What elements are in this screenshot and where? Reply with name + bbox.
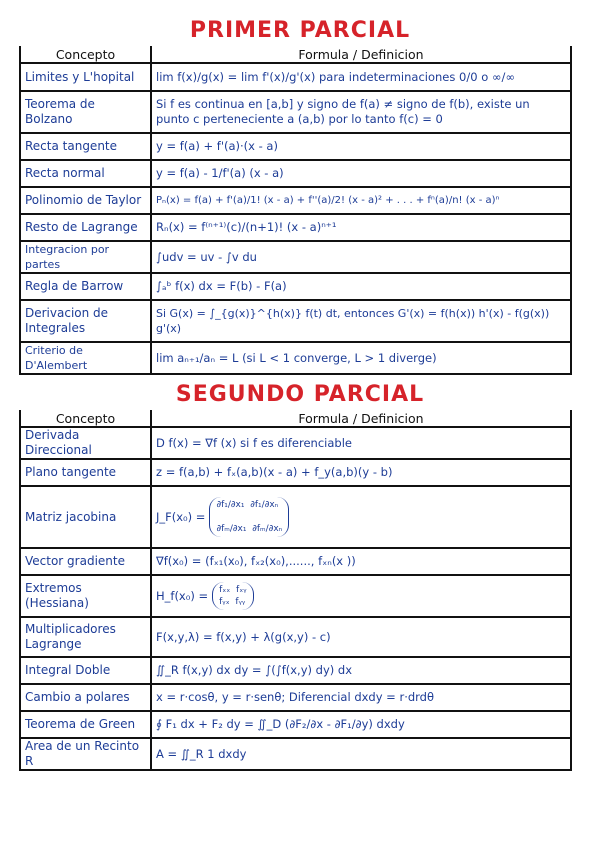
formula-cell: D f(x) = ∇f (x) si f es diferenciable (151, 427, 571, 459)
concept-cell: Vector gradiente (20, 548, 151, 575)
concept-cell: Derivada Direccional (20, 427, 151, 459)
concept-cell: Resto de Lagrange (20, 214, 151, 241)
formula-cell: A = ∬_R 1 dxdy (151, 738, 571, 770)
table-row (20, 187, 571, 214)
table-row (20, 548, 571, 575)
table-row (20, 486, 571, 548)
concept-cell: Multiplicadores Lagrange (20, 617, 151, 657)
matrix-entry: ∂f₁/∂x₁ (216, 500, 245, 510)
formula-cell: Si G(x) = ∫_{g(x)}^{h(x)} f(t) dt, entonces G'(x) = f(h(x)) h'(x) - f(g(x)) g'(x) (151, 300, 571, 342)
formula-table-segundo-parcial (19, 410, 572, 771)
section-title-primer-parcial: PRIMER PARCIAL (189, 18, 411, 43)
matrix-entry: fₓₓ (219, 585, 231, 595)
header-formula: Formula / Definicion (151, 410, 571, 427)
header-formula: Formula / Definicion (151, 46, 571, 63)
concept-cell: Teorema de Green (20, 711, 151, 738)
matrix-brackets (212, 582, 253, 610)
matrix-entry: ∂f₁/∂xₙ (250, 500, 279, 510)
table-row (20, 342, 571, 374)
section-title-segundo-parcial: SEGUNDO PARCIAL (175, 382, 425, 407)
concept-cell: Area de un Recinto R (20, 738, 151, 770)
table-row (20, 273, 571, 300)
concept-cell: Derivacion de Integrales (20, 300, 151, 342)
concept-cell: Regla de Barrow (20, 273, 151, 300)
matrix-brackets (209, 497, 289, 537)
jacobian-matrix (156, 497, 289, 537)
formula-cell: F(x,y,λ) = f(x,y) + λ(g(x,y) - c) (151, 617, 571, 657)
matrix-entry: fₓᵧ (236, 585, 247, 595)
hessian-label: H_f(x₀) = (156, 588, 209, 603)
concept-cell: Integracion por partes (20, 241, 151, 273)
concept-cell: Recta normal (20, 160, 151, 187)
concept-cell: Plano tangente (20, 459, 151, 486)
matrix-entry: fᵧₓ (219, 597, 230, 607)
formula-cell: Si f es continua en [a,b] y signo de f(a) ≠ signo de f(b), existe un punto c perteneciente a (a,b) por lo tanto f(c) = 0 (151, 91, 571, 133)
concept-cell: Cambio a polares (20, 684, 151, 711)
formula-cell: lim aₙ₊₁/aₙ = L (si L < 1 converge, L > 1 diverge) (151, 342, 571, 374)
concept-cell: Limites y L'hopital (20, 63, 151, 91)
concept-cell: Teorema de Bolzano (20, 91, 151, 133)
matrix-entry: fᵧᵧ (235, 597, 246, 607)
formula-cell: Rₙ(x) = f⁽ⁿ⁺¹⁾(c)/(n+1)! (x - a)ⁿ⁺¹ (151, 214, 571, 241)
table-row (20, 63, 571, 91)
matrix-entry: ∂fₘ/∂x₁ (216, 524, 247, 534)
table-row (20, 684, 571, 711)
table-row (20, 575, 571, 617)
formula-cell: x = r·cosθ, y = r·senθ; Diferencial dxdy = r·drdθ (151, 684, 571, 711)
concept-cell: Integral Doble (20, 657, 151, 684)
table-row (20, 214, 571, 241)
header-concepto: Concepto (20, 46, 151, 63)
formula-cell: z = f(a,b) + fₓ(a,b)(x - a) + f_y(a,b)(y - b) (151, 459, 571, 486)
concept-cell: Criterio de D'Alembert (20, 342, 151, 374)
table-row (20, 300, 571, 342)
formula-cell: ∇f(x₀) = (fₓ₁(x₀), fₓ₂(x₀),......, fₓₙ(x )) (151, 548, 571, 575)
formula-cell: ∬_R f(x,y) dx dy = ∫(∫f(x,y) dy) dx (151, 657, 571, 684)
table-row (20, 459, 571, 486)
formula-cell: ∫ₐᵇ f(x) dx = F(b) - F(a) (151, 273, 571, 300)
table-row (20, 617, 571, 657)
table-row (20, 657, 571, 684)
formula-cell: lim f(x)/g(x) = lim f'(x)/g'(x) para indeterminaciones 0/0 o ∞/∞ (151, 63, 571, 91)
formula-cell: y = f(a) + f'(a)·(x - a) (151, 133, 571, 160)
concept-cell: Matriz jacobina (20, 486, 151, 548)
matrix-entry: ∂fₘ/∂xₙ (252, 524, 283, 534)
table-row (20, 711, 571, 738)
table-row (20, 241, 571, 273)
formula-cell (151, 575, 571, 617)
formula-cell: Pₙ(x) = f(a) + f'(a)/1! (x - a) + f''(a)/2! (x - a)² + . . . + fⁿ(a)/n! (x - a)ⁿ (151, 187, 571, 214)
concept-cell: Recta tangente (20, 133, 151, 160)
header-concepto: Concepto (20, 410, 151, 427)
formula-cell (151, 486, 571, 548)
table-row (20, 91, 571, 133)
jacobian-label: J_F(x₀) = (156, 509, 206, 524)
table-row (20, 427, 571, 459)
formula-cell: y = f(a) - 1/f'(a) (x - a) (151, 160, 571, 187)
table-row (20, 738, 571, 770)
formula-table-primer-parcial (19, 46, 572, 375)
formula-cell: ∮ F₁ dx + F₂ dy = ∬_D (∂F₂/∂x - ∂F₁/∂y) dxdy (151, 711, 571, 738)
hessian-matrix (156, 582, 254, 610)
table-row (20, 133, 571, 160)
table-row (20, 160, 571, 187)
concept-cell: Polinomio de Taylor (20, 187, 151, 214)
formula-cell: ∫udv = uv - ∫v du (151, 241, 571, 273)
concept-cell: Extremos (Hessiana) (20, 575, 151, 617)
